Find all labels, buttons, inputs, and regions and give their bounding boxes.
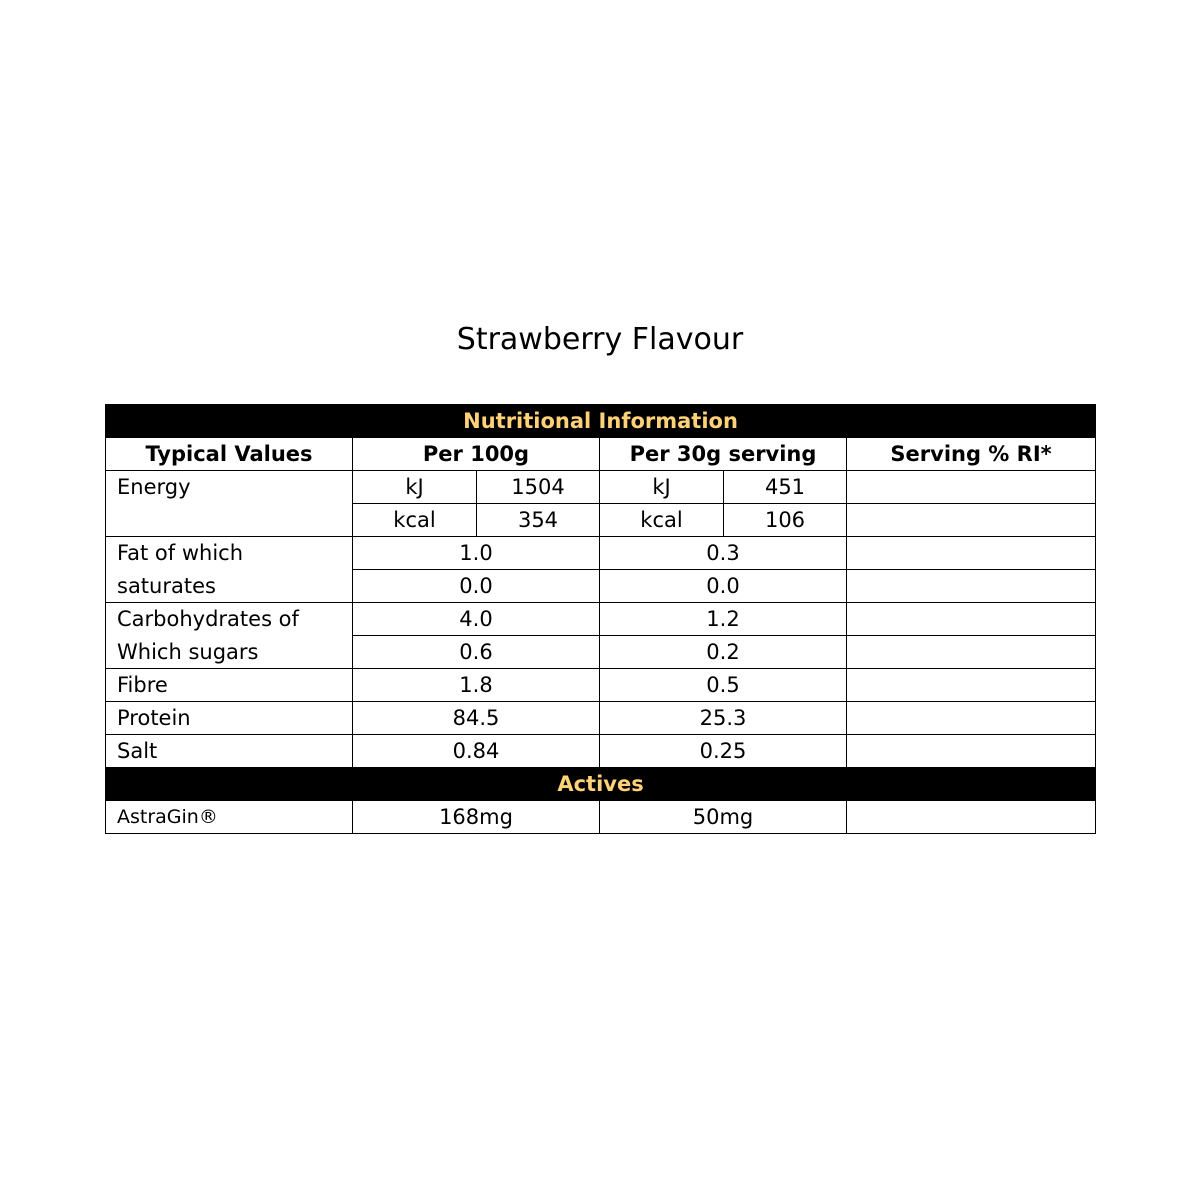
row-ri (847, 570, 1096, 603)
actives-row (106, 801, 1096, 834)
page-title: Strawberry Flavour (456, 322, 744, 357)
row-ri (847, 636, 1096, 669)
column-header-row (106, 438, 1096, 471)
row-label: Fibre (106, 669, 353, 702)
active-per-100g: 168mg (353, 801, 600, 834)
row-ri (847, 603, 1096, 636)
table-row (106, 603, 1096, 636)
energy-kj-unit-100: kJ (353, 471, 477, 504)
row-label: Salt (106, 735, 353, 768)
row-ri (847, 702, 1096, 735)
active-label: AstraGin® (106, 801, 353, 834)
row-ri (847, 537, 1096, 570)
row-per-100g: 0.6 (353, 636, 600, 669)
header-per-30g: Per 30g serving (600, 438, 847, 471)
energy-kcal-value-100: 354 (477, 504, 600, 537)
row-ri (847, 735, 1096, 768)
table-row (106, 537, 1096, 570)
active-ri (847, 801, 1096, 834)
row-ri (847, 669, 1096, 702)
row-label: Protein (106, 702, 353, 735)
row-per-100g: 0.84 (353, 735, 600, 768)
energy-kj-unit-30: kJ (600, 471, 724, 504)
row-per-30g: 0.25 (600, 735, 847, 768)
row-per-100g: 4.0 (353, 603, 600, 636)
energy-kj-row (106, 471, 1096, 504)
row-per-30g: 25.3 (600, 702, 847, 735)
energy-kj-value-30: 451 (724, 471, 847, 504)
energy-kcal-unit-100: kcal (353, 504, 477, 537)
nutrition-table (105, 404, 1096, 834)
row-label: Which sugars (106, 636, 353, 669)
nutritional-information-bar (106, 405, 1096, 438)
actives-heading: Actives (106, 768, 1096, 801)
row-per-30g: 1.2 (600, 603, 847, 636)
row-per-30g: 0.0 (600, 570, 847, 603)
row-label: Fat of which (106, 537, 353, 570)
row-per-30g: 0.2 (600, 636, 847, 669)
table-row (106, 702, 1096, 735)
row-per-100g: 84.5 (353, 702, 600, 735)
row-label: saturates (106, 570, 353, 603)
row-per-100g: 0.0 (353, 570, 600, 603)
row-per-100g: 1.0 (353, 537, 600, 570)
energy-label: Energy (106, 471, 353, 537)
nutritional-information-heading: Nutritional Information (106, 405, 1096, 438)
row-per-30g: 0.5 (600, 669, 847, 702)
active-per-30g: 50mg (600, 801, 847, 834)
header-typical-values: Typical Values (106, 438, 353, 471)
table-row (106, 669, 1096, 702)
energy-kj-value-100: 1504 (477, 471, 600, 504)
energy-kcal-value-30: 106 (724, 504, 847, 537)
header-per-100g: Per 100g (353, 438, 600, 471)
table-row (106, 735, 1096, 768)
table-row (106, 570, 1096, 603)
energy-kcal-unit-30: kcal (600, 504, 724, 537)
header-serving-ri: Serving % RI* (847, 438, 1096, 471)
row-per-30g: 0.3 (600, 537, 847, 570)
actives-bar (106, 768, 1096, 801)
energy-kcal-ri (847, 504, 1096, 537)
row-per-100g: 1.8 (353, 669, 600, 702)
row-label: Carbohydrates of (106, 603, 353, 636)
table-row (106, 636, 1096, 669)
energy-kj-ri (847, 471, 1096, 504)
